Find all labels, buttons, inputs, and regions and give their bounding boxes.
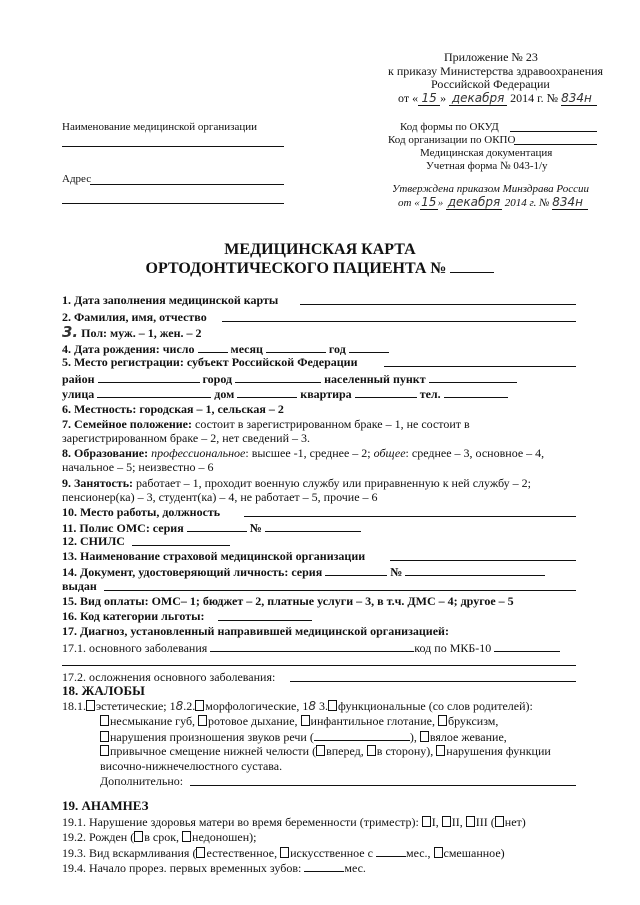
district-label: район [62,372,95,386]
birth-year-field[interactable] [349,341,389,353]
anamnesis-row-3 [62,845,505,860]
complaints-row-1: 18.1. эстетические; 18.2. морфологические, 18 3. функциональные (со слов родителей): [62,699,533,713]
birth-day-field[interactable] [198,341,228,353]
infantile-swallowing-label: инфантильное глотание, [310,714,438,728]
field-7-label: 7. Семейное положение: [62,417,193,431]
born-label: 19.2. Рожден ( [62,830,135,844]
city-field[interactable] [235,371,321,383]
okpo-line[interactable] [514,144,597,145]
order-date-mid: » [440,91,447,105]
field-7-text-2: зарегистрированном браке – 2, нет сведений – 3. [62,431,310,445]
speech-close: ), [409,730,420,744]
field-10-label: 10. Место работы, должность [62,505,221,519]
sideways-label: в сторону), [376,744,437,758]
field-4-label: 4. Дата рождения: число [62,342,195,356]
teething-months-label: мес. [344,861,366,875]
sideways-checkbox[interactable] [367,745,376,756]
natural-feeding-label: естественное, [206,846,281,860]
trimester-2-checkbox[interactable] [442,816,451,827]
trimester-1-checkbox[interactable] [422,816,431,827]
field-14-no-label: № [390,565,403,579]
full-term-checkbox[interactable] [134,831,143,842]
field-14-issued-label: выдан [62,579,97,593]
field-11-label: 11. Полис ОМС: серия [62,521,184,535]
order-no: 834н [561,91,597,106]
complaints-additional-line[interactable] [190,785,576,786]
field-9-label: 9. Занятость: [62,476,134,490]
field-9-text-2: пенсионер(ка) – 3, студент(ка) – 4, не работает – 5, прочие – 6 [62,490,378,504]
infantile-swallowing-checkbox[interactable] [301,715,310,726]
field-17-1-line-2[interactable] [62,665,576,666]
field-17-1 [62,640,560,655]
street-label: улица [62,387,95,401]
field-2-label: 2. Фамилия, имя, отчество [62,310,207,324]
order-no-label: № [546,91,559,105]
anamnesis-row-1 [62,815,526,829]
complaints-row-3 [100,729,507,744]
birth-month-field[interactable] [266,341,326,353]
tel-label: тел. [419,387,441,401]
approved-no: 834н [552,196,588,210]
order-date-prefix: от « [398,91,419,105]
appendix-label: Приложение № 23 [444,50,538,64]
field-4 [62,341,389,356]
field-14 [62,564,545,579]
teething-label: 19.4. Начало прорез. первых временных зубов: [62,861,302,875]
complaint-18-1-num: 18.1. [62,699,86,713]
tel-field[interactable] [444,386,508,398]
anamnesis-row-2 [62,830,256,844]
field-8-text: : высшее -1, среднее – 2; [245,446,374,460]
approved-date-prefix: от « [398,197,420,209]
trimester-2-label: II, [451,815,466,829]
trimester-3-checkbox[interactable] [466,816,475,827]
approved-day: 15 [421,195,437,209]
forward-label: вперед, [326,744,367,758]
okud-line[interactable] [510,131,597,132]
field-8-prof: профессиональное [151,446,246,460]
mixed-feeding-checkbox[interactable] [434,847,443,858]
order-day: 15 [418,91,440,106]
field-1-line[interactable] [300,304,576,305]
house-field[interactable] [237,386,297,398]
weak-chewing-checkbox[interactable] [420,731,429,742]
field-5-row-3 [62,386,508,401]
field-8-text-3: начальное – 5; неизвестно – 6 [62,460,214,474]
address-line[interactable] [90,184,284,185]
field-9-text: работает – 1, проходит военную службу или приравненную к ней службу – 2; [133,476,531,490]
field-17-1-code-label: код по МКБ-10 [414,641,492,655]
complaint-morphological-label: морфологические, 1 [205,699,309,713]
house-label: дом [214,387,235,401]
field-3-label: Пол: муж. – 1, жен. – 2 [78,326,202,340]
title-line-1: МЕДИЦИНСКАЯ КАРТА [224,241,416,258]
field-16-label: 16. Код категории льготы: [62,609,205,623]
speech-label: нарушения произношения звуков речи ( [110,730,314,744]
feeding-label: 19.3. Вид вскармливания ( [62,846,197,860]
approved-date: от «15» декабря 2014 г. № 834н [398,196,588,210]
address-line-2[interactable] [62,203,284,204]
speech-sounds-field[interactable] [314,729,410,741]
field-2-line[interactable] [222,321,576,322]
field-4-month-label: месяц [230,342,263,356]
field-11 [62,520,361,535]
policy-number-field[interactable] [265,520,361,532]
jaw-shift-label: привычное смещение нижней челюсти ( [110,744,317,758]
mother-health-label: 19.1. Нарушение здоровья матери во время беременности (триместр): [62,815,422,829]
field-17-1-label: 17.1. основного заболевания [62,641,208,655]
med-doc-label: Медицинская документация [420,147,553,159]
tmj-checkbox[interactable] [436,745,445,756]
city-label: город [202,372,233,386]
field-7-text: состоит в зарегистрированном браке – 1, не состоит в [192,417,470,431]
bruxism-checkbox[interactable] [438,715,447,726]
field-13-line[interactable] [390,560,576,561]
complaints-row-2 [100,714,498,728]
field-5-subject-line[interactable] [384,366,576,367]
mixed-feeding-label: смешанное) [443,846,505,860]
bruxism-label: бруксизм, [447,714,499,728]
okpo-label: Код организации по ОКПО [388,134,516,146]
teething-months-field[interactable] [304,860,344,872]
field-13-label: 13. Наименование страховой медицинской организации [62,549,366,563]
functional-checkbox[interactable] [328,700,337,711]
field-4-year-label: год [328,342,346,356]
artificial-feeding-label: искусственное с [290,846,376,860]
okud-label: Код формы по ОКУД [400,121,499,133]
field-6-label: 6. Местность: городская – 1, сельская – 2 [62,402,284,416]
org-name-label: Наименование медицинской организации [62,121,257,133]
no-trimester-label: нет) [504,815,526,829]
trimester-1-label: I, [431,815,442,829]
complaint-18-2-num: .2. [183,699,196,713]
field-14-issued-line[interactable] [104,590,576,591]
months-label: мес., [405,846,434,860]
form-number: Учетная форма № 043-1/у [426,160,548,172]
forward-checkbox[interactable] [316,745,325,756]
icd-code-field[interactable] [494,640,560,652]
complaints-row-4 [100,744,551,758]
premature-checkbox[interactable] [182,831,191,842]
complaints-row-5: височно-нижнечелюстного сустава. [100,759,283,773]
premature-label: недоношен); [192,830,257,844]
aesthetic-checkbox[interactable] [86,700,95,711]
field-8 [62,446,544,460]
field-14-label: 14. Документ, удостоверяющий личность: серия [62,565,323,579]
settlement-label: населенный пункт [324,372,426,386]
full-term-label: в срок, [144,830,183,844]
artificial-months-field[interactable] [376,845,406,857]
approved-year: 2014 г. [504,197,537,209]
field-10-line[interactable] [244,516,576,517]
lip-incompetence-label: несмыкание губ, [110,714,199,728]
complaint-18-3-num: 3. [316,699,329,713]
field-17-2-line[interactable] [290,681,576,682]
approved-label: Утверждена приказом Минздрава России [392,183,589,195]
speech-checkbox[interactable] [100,731,109,742]
mouth-breathing-label: ротовое дыхание, [208,714,301,728]
field-3-num: 3. [62,323,79,341]
field-5-row-2 [62,371,517,386]
lip-incompetence-checkbox[interactable] [100,715,109,726]
complaint-aesthetic-label: эстетические; 1 [96,699,176,713]
main-disease-field[interactable] [210,640,414,652]
morphological-checkbox[interactable] [195,700,204,711]
field-12-label: 12. СНИЛС [62,534,125,548]
ministry-line: Российской Федерации [431,77,550,91]
field-17-2-label: 17.2. осложнения основного заболевания: [62,670,276,684]
district-field[interactable] [98,371,200,383]
field-8-general: общее [373,446,406,460]
mouth-breathing-checkbox[interactable] [198,715,207,726]
doc-number-field[interactable] [405,564,545,576]
field-3 [62,325,202,340]
approved-month: декабря [447,195,501,209]
field-1-label: 1. Дата заполнения медицинской карты [62,293,279,307]
jaw-shift-checkbox[interactable] [100,745,109,756]
title-line-2 [0,259,640,278]
field-11-no-label: № [249,521,262,535]
field-7 [62,417,470,431]
complaints-heading: 18. ЖАЛОБЫ [62,683,145,698]
complaint-functional-label: функциональные (со слов родителей): [338,699,533,713]
field-9 [62,476,531,490]
natural-feeding-checkbox[interactable] [196,847,205,858]
doc-series-field[interactable] [325,564,387,576]
field-16-line[interactable] [218,620,312,621]
address-label: Адрес [62,173,92,185]
approved-no-label: № [539,197,550,209]
field-15-label: 15. Вид оплаты: ОМС– 1; бюджет – 2, платные услуги – 3, в т.ч. ДМС – 4; другое – 5 [62,594,514,608]
no-trimester-checkbox[interactable] [495,816,504,827]
weak-chewing-label: вялое жевание, [429,730,507,744]
street-field[interactable] [97,386,211,398]
policy-series-field[interactable] [187,520,247,532]
trimester-3-label: III ( [475,815,495,829]
settlement-field[interactable] [429,371,517,383]
org-name-line[interactable] [62,146,284,147]
field-5-label: 5. Место регистрации: субъект Российской Федерации [62,355,358,369]
card-number-field[interactable] [450,261,494,273]
tmj-label: нарушения функции [446,744,551,758]
order-line: к приказу Министерства здравоохранения [388,64,604,78]
field-8-text-2: : среднее – 3, основное – 4, [405,446,545,460]
anamnesis-row-4 [62,860,366,875]
order-date [398,91,597,106]
artificial-feeding-checkbox[interactable] [280,847,289,858]
field-8-label: 8. Образование: [62,446,149,460]
title-line-2-text: ОРТОДОНТИЧЕСКОГО ПАЦИЕНТА № [145,260,447,277]
flat-field[interactable] [355,386,417,398]
snils-line[interactable] [132,545,230,546]
field-17-label: 17. Диагноз, установленный направившей медицинской организацией: [62,624,449,638]
order-month: декабря [449,91,507,106]
flat-label: квартира [300,387,352,401]
order-year: 2014 г. [510,91,544,105]
anamnesis-heading: 19. АНАМНЕЗ [62,798,149,813]
complaints-additional-label: Дополнительно: [100,774,184,788]
